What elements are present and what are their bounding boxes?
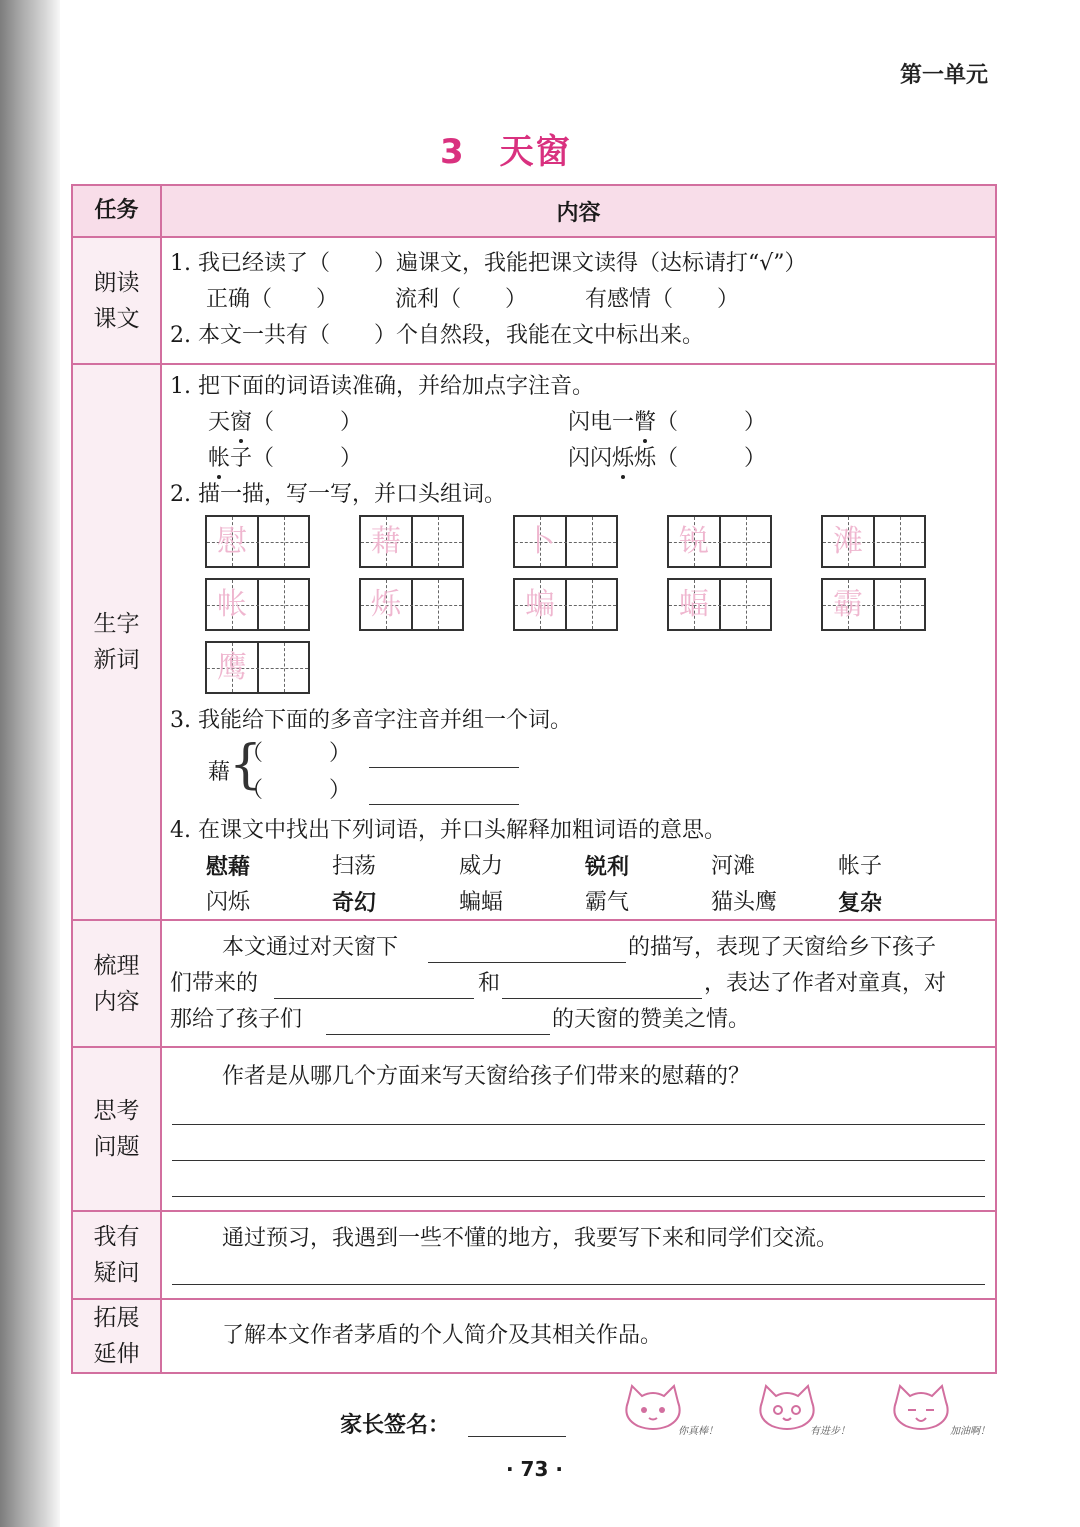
- vocab-q2: 2. 描一描，写一写，并口头组词。: [170, 482, 506, 507]
- word-part: 闪电一: [568, 410, 635, 435]
- word-慰藉: [206, 853, 250, 882]
- label-summary-line1: 梳理: [93, 952, 140, 979]
- trace-char: 慰: [217, 524, 247, 559]
- trace-char: 卜: [525, 524, 555, 559]
- row-reading: [162, 238, 995, 365]
- answer-line[interactable]: [172, 1124, 985, 1125]
- label-think-line2: 问题: [93, 1134, 140, 1160]
- parent-signature-label: 家长签名：: [340, 1413, 451, 1438]
- reading-opt-emotion: 有感情（ ）: [585, 287, 740, 312]
- vocab-word-1: [208, 409, 362, 437]
- label-summary-line2: 内容: [93, 988, 140, 1015]
- vocab-word-2: [568, 409, 766, 437]
- answer-line[interactable]: [369, 767, 519, 768]
- trace-grid[interactable]: [667, 515, 772, 568]
- pinyin-blank[interactable]: （ ）: [252, 446, 363, 471]
- trace-char: 锐: [679, 524, 709, 559]
- word-复杂: [838, 889, 882, 918]
- sticker-text: 你真棒！: [678, 1426, 718, 1437]
- label-extend: [73, 1300, 162, 1372]
- trace-grid[interactable]: [667, 578, 772, 631]
- cat-sticker-great: [618, 1380, 718, 1437]
- trace-char: 蝠: [679, 587, 709, 622]
- label-reading-line2: 课文: [93, 305, 140, 332]
- label-ask-line1: 我有: [93, 1224, 140, 1250]
- row-vocab: [162, 365, 995, 921]
- header-content: 内容: [162, 186, 995, 238]
- preview-task-table: [71, 184, 997, 1374]
- vocab-q4: 4. 在课文中找出下列词语，并口头解释加粗词语的意思。: [170, 818, 726, 843]
- answer-line[interactable]: [502, 998, 702, 999]
- trace-grid[interactable]: [821, 515, 926, 568]
- label-summary: [73, 921, 162, 1048]
- reading-opt-correct: 正确（ ）: [206, 287, 339, 312]
- label-think-line1: 思考: [93, 1098, 140, 1124]
- cat-sticker-progress: [752, 1380, 850, 1437]
- sticker-text: 加油啊！: [950, 1426, 990, 1437]
- word-帐子: 帐子: [838, 854, 883, 879]
- trace-grid[interactable]: [205, 641, 310, 694]
- trace-char: 滩: [833, 524, 863, 559]
- word-猫头鹰: 猫头鹰: [711, 890, 778, 915]
- term-bold: 慰藉: [206, 854, 251, 880]
- row-ask: [162, 1212, 995, 1300]
- signature-line[interactable]: [468, 1436, 566, 1437]
- trace-grid[interactable]: [359, 578, 464, 631]
- lesson-title: [440, 124, 572, 173]
- polyphone-char: 藉: [208, 760, 231, 785]
- answer-line[interactable]: [172, 1196, 985, 1197]
- word-part: 烁: [634, 446, 657, 471]
- trace-grid[interactable]: [205, 578, 310, 631]
- answer-line[interactable]: [369, 804, 519, 805]
- ask-text: 通过预习，我遇到一些不懂的地方，我要写下来和同学们交流。: [222, 1226, 839, 1251]
- trace-grid[interactable]: [359, 515, 464, 568]
- word-蝙蝠: 蝙蝠: [459, 890, 504, 915]
- summary-s3b: 的天窗的赞美之情。: [552, 1007, 751, 1032]
- answer-line[interactable]: [274, 998, 474, 999]
- extend-text: 了解本文作者茅盾的个人简介及其相关作品。: [222, 1323, 663, 1348]
- answer-line[interactable]: [172, 1284, 985, 1285]
- lesson-name: 天窗: [499, 132, 572, 172]
- trace-grid[interactable]: [513, 578, 618, 631]
- term-bold: 奇幻: [332, 890, 377, 916]
- answer-line[interactable]: [428, 962, 626, 963]
- reading-line1: 1. 我已经读了（ ）遍课文，我能把课文读得（达标请打“√”）: [170, 251, 807, 276]
- label-think: [73, 1048, 162, 1212]
- label-vocab-line1: 生字: [93, 611, 140, 637]
- cat-sticker-cheer: [886, 1380, 990, 1437]
- word-河滩: 河滩: [711, 854, 756, 879]
- brace-icon: {: [229, 735, 263, 795]
- trace-char: 藉: [371, 524, 401, 559]
- pinyin-blank[interactable]: （ ）: [656, 446, 767, 471]
- word-霸气: 霸气: [585, 890, 630, 915]
- trace-grid[interactable]: [513, 515, 618, 568]
- vocab-word-3: [208, 445, 362, 473]
- trace-char: 鹰: [217, 650, 247, 685]
- summary-s2b: 和: [478, 971, 501, 996]
- word-威力: 威力: [459, 854, 504, 879]
- label-reading-line1: 朗读: [93, 269, 140, 296]
- answer-line[interactable]: [326, 1034, 550, 1035]
- header-task: 任务: [73, 186, 162, 238]
- label-vocab-line2: 新词: [93, 647, 140, 673]
- summary-s1a: 本文通过对天窗下: [222, 935, 399, 960]
- trace-char: 蝙: [525, 587, 555, 622]
- label-vocab: [73, 365, 162, 921]
- polyphone-paren-1[interactable]: （ ）: [241, 741, 352, 766]
- row-extend: [162, 1300, 995, 1372]
- dotted-char: 瞥: [634, 410, 657, 435]
- trace-char: 烁: [371, 587, 401, 622]
- book-spine-shadow: [0, 0, 60, 1527]
- sticker-text: 有进步！: [810, 1426, 850, 1437]
- trace-grid[interactable]: [205, 515, 310, 568]
- trace-char: 帐: [217, 587, 247, 622]
- trace-char: 霸: [833, 587, 863, 622]
- label-extend-line1: 拓展: [93, 1305, 140, 1331]
- row-think: [162, 1048, 995, 1212]
- term-bold: 复杂: [838, 890, 883, 916]
- label-ask-line2: 疑问: [93, 1260, 140, 1286]
- word-扫荡: 扫荡: [332, 854, 377, 879]
- word-part: 天: [208, 410, 231, 435]
- label-extend-line2: 延伸: [93, 1341, 140, 1367]
- trace-grid[interactable]: [821, 578, 926, 631]
- page-number: · 73 ·: [506, 1457, 563, 1481]
- summary-s2c: ，表达了作者对童真，对: [704, 971, 947, 996]
- label-ask: [73, 1212, 162, 1300]
- think-question: 作者是从哪几个方面来写天窗给孩子们带来的慰藉的？: [222, 1064, 751, 1089]
- term-bold: 锐利: [585, 854, 630, 880]
- unit-label: 第一单元: [900, 63, 989, 88]
- lesson-number: 3: [440, 132, 466, 172]
- dotted-char: 帐: [208, 446, 231, 471]
- summary-s3a: 那给了孩子们: [170, 1007, 303, 1032]
- reading-line2: 2. 本文一共有（ ）个自然段，我能在文中标出来。: [170, 323, 704, 348]
- word-奇幻: [332, 889, 376, 918]
- word-锐利: [585, 853, 629, 882]
- row-summary: [162, 921, 995, 1048]
- vocab-q3: 3. 我能给下面的多音字注音并组一个词。: [170, 708, 572, 733]
- summary-s1b: 的描写，表现了天窗给乡下孩子: [628, 935, 937, 960]
- pinyin-blank[interactable]: （ ）: [656, 410, 767, 435]
- word-part: 闪闪: [568, 446, 613, 471]
- vocab-q1: 1. 把下面的词语读准确，并给加点字注音。: [170, 374, 594, 399]
- vocab-word-4: [568, 445, 766, 473]
- dotted-char: 烁: [612, 446, 635, 471]
- word-闪烁: 闪烁: [206, 890, 251, 915]
- reading-opt-fluent: 流利（ ）: [395, 287, 528, 312]
- polyphone-paren-2[interactable]: （ ）: [241, 778, 352, 803]
- summary-s2a: 们带来的: [170, 971, 259, 996]
- word-part: 子: [230, 446, 253, 471]
- cat-face-icon: [886, 1380, 956, 1432]
- label-reading: [73, 238, 162, 365]
- dotted-char: 窗: [230, 410, 253, 435]
- pinyin-blank[interactable]: （ ）: [252, 410, 363, 435]
- answer-line[interactable]: [172, 1160, 985, 1161]
